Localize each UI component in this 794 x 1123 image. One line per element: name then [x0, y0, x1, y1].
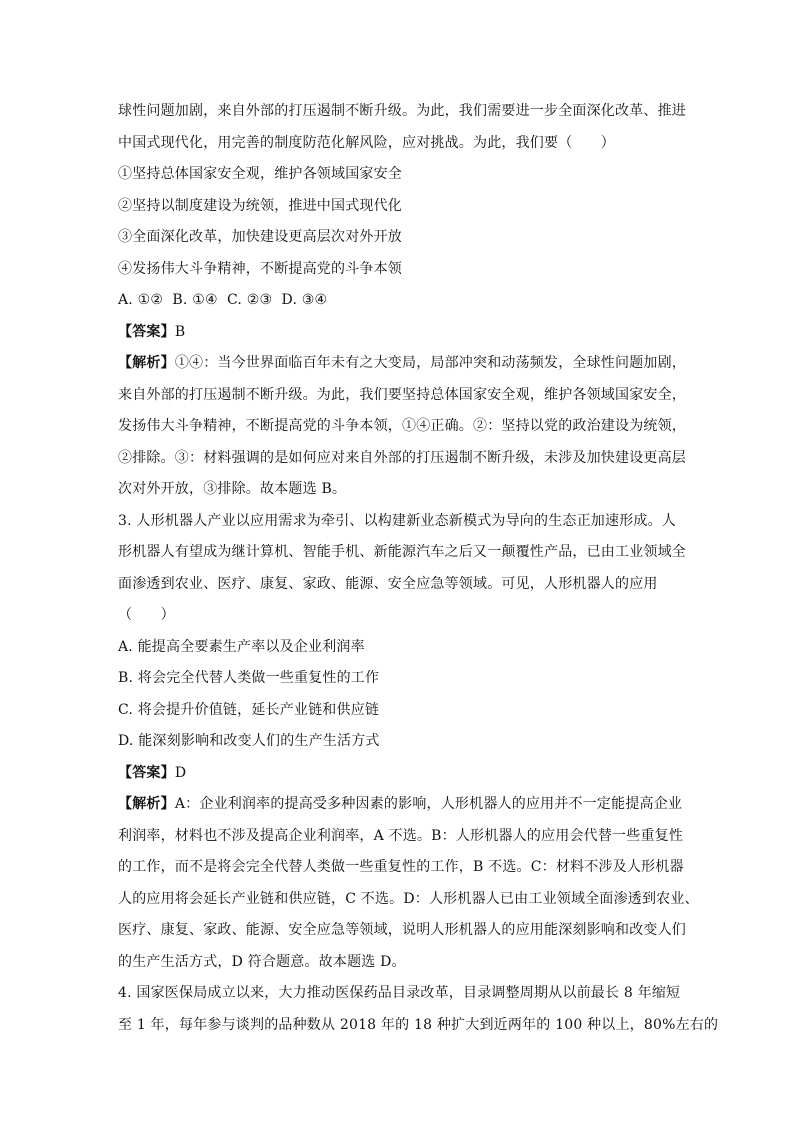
q4-stem-line: 4. 国家医保局成立以来，大力推动医保药品目录改革，目录调整周期从以前最长 8 年缩短 — [118, 985, 681, 1001]
q3-analysis-line: 的生产生活方式，D 符合题意。故本题选 D。 — [118, 953, 406, 970]
q2-statement: ①坚持总体国家安全观，维护各领域国家安全 — [118, 166, 402, 182]
q3-analysis-line: 的工作，而不是将会完全代替人类做一些重复性的工作，B 不选。C：材料不涉及人形机器 — [118, 859, 684, 875]
q3-stem-line: 形机器人有望成为继计算机、智能手机、新能源汽车之后又一颠覆性产品，已由工业领域全 — [118, 544, 686, 560]
answer-label: 【答案】 — [118, 323, 175, 340]
q3-option-c: C. 将会提升价值链，延长产业链和供应链 — [118, 701, 380, 718]
q4-stem-line: 至 1 年，每年参与谈判的品种数从 2018 年的 18 种扩大到近两年的 100 种以上，80%左右的 — [118, 1016, 719, 1033]
q2-answer — [118, 317, 683, 349]
q2-analysis-line: 来自外部的打压遏制不断升级。为此，我们要坚持总体国家安全观，维护各领域国家安全， — [118, 386, 686, 403]
q2-analysis-line: 发扬伟大斗争精神，不断提高党的斗争本领，①④正确。②：坚持以党的政治建设为统领， — [118, 418, 686, 434]
q2-stem-line: 中国式现代化，用完善的制度防范化解风险，应对挑战。为此，我们要（ ） — [118, 134, 615, 151]
q2-analysis-line — [118, 348, 687, 380]
q3-analysis-line: 医疗、康复、家政、能源、安全应急等领域，说明人形机器人的应用能深刻影响和改变人们 — [118, 922, 686, 938]
answer-value: B — [174, 323, 186, 340]
q2-stem-line: 球性问题加剧，来自外部的打压遏制不断升级。为此，我们需要进一步全面深化改革、推进 — [118, 103, 686, 119]
q3-option-d: D. 能深刻影响和改变人们的生产生活方式 — [118, 733, 380, 749]
q2-statement: ②坚持以制度建设为统领，推进中国式现代化 — [118, 197, 402, 214]
q2-analysis-line: 次对外开放，③排除。故本题选 B。 — [118, 481, 347, 497]
q3-stem-line: 面渗透到农业、医疗、康复、家政、能源、安全应急等领域。可见，人形机器人的应用 — [118, 575, 658, 592]
q2-analysis-line: ②排除。③：材料强调的是如何应对来自外部的打压遏制不断升级，未涉及加快建设更高层 — [118, 449, 686, 466]
q2-options: A. ①② B. ①④ C. ②③ D. ③④ — [118, 292, 328, 308]
analysis-text: ①④：当今世界面临百年未有之大变局，局部冲突和动荡频发，全球性问题加剧， — [174, 355, 687, 371]
q3-answer — [118, 758, 683, 790]
analysis-text: A：企业利润率的提高受多种因素的影响，人形机器人的应用并不一定能提高企业 — [174, 796, 683, 812]
q2-statement: ④发扬伟大斗争精神，不断提高党的斗争本领 — [118, 260, 402, 277]
answer-value: D — [174, 764, 187, 781]
q3-stem-line: （ ） — [118, 607, 175, 623]
answer-label: 【答案】 — [118, 764, 175, 781]
q3-analysis-line: 人的应用将会延长产业链和供应链，C 不选。D：人形机器人已由工业领域全面渗透到农业、 — [118, 890, 699, 907]
q3-stem-line: 3. 人形机器人产业以应用需求为牵引、以构建新业态新模式为导向的生态正加速形成。人 — [118, 512, 677, 529]
analysis-label: 【解析】 — [118, 355, 175, 371]
q3-analysis-line — [118, 789, 683, 821]
analysis-label: 【解析】 — [118, 796, 175, 812]
document-page — [118, 96, 719, 1041]
q3-option-a: A. 能提高全要素生产率以及企业利润率 — [118, 638, 365, 655]
q2-statement: ③全面深化改革，加快建设更高层次对外开放 — [118, 229, 402, 245]
q3-option-b: B. 将会完全代替人类做一些重复性的工作 — [118, 670, 380, 686]
q3-analysis-line: 利润率，材料也不涉及提高企业利润率，A 不选。B：人形机器人的应用会代替一些重复性 — [118, 827, 684, 844]
